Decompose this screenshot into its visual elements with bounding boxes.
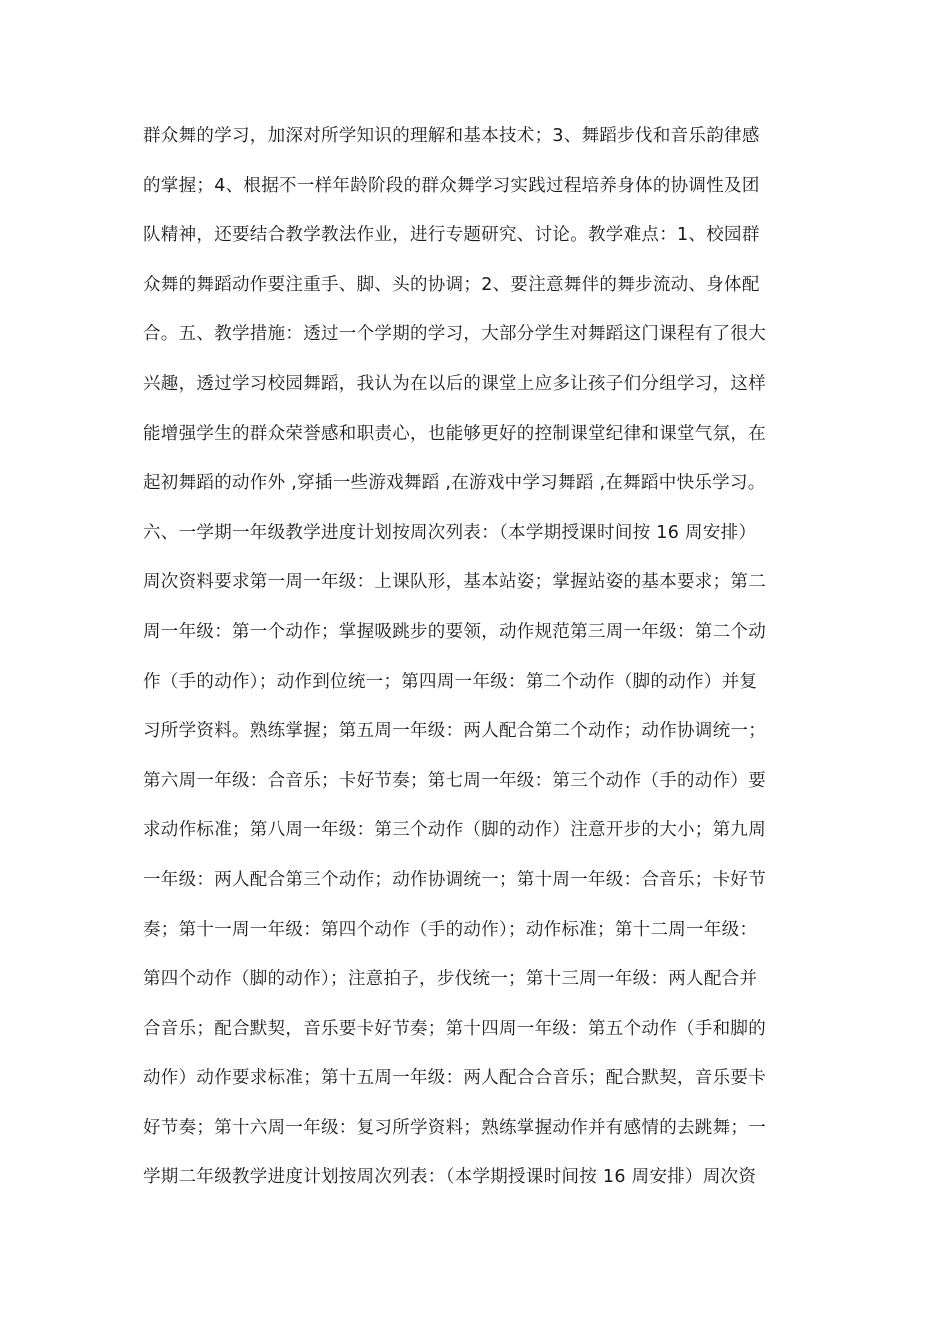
text-line-18: 第四个动作（脚的动作）；注意拍子，步伐统一；第十三周一年级：两人配合并	[143, 969, 758, 990]
text-line-12: 作（手的动作）；动作到位统一；第四周一年级：第二个动作（脚的动作）并复	[143, 671, 758, 692]
text-line-1: 群众舞的学习，加深对所学知识的理解和基本技术；3、舞蹈步伐和音乐韵律感	[143, 126, 760, 146]
text-line-16: 一年级：两人配合第三个动作；动作协调统一；第十周一年级：合音乐；卡好节	[143, 869, 766, 890]
text-line-10: 周次资料要求第一周一年级：上课队形，基本站姿；掌握站姿的基本要求；第二	[143, 572, 766, 593]
text-line-4: 众舞的舞蹈动作要注重手、脚、头的协调；2、要注意舞伴的舞步流动、身体配	[143, 274, 760, 295]
text-line-8: 起初舞蹈的动作外 ,穿插一些游戏舞蹈 ,在游戏中学习舞蹈 ,在舞蹈中快乐学习。	[143, 473, 766, 494]
text-line-6: 兴趣，透过学习校园舞蹈，我认为在以后的课堂上应多让孩子们分组学习，这样	[143, 373, 766, 394]
text-line-17: 奏；第十一周一年级：第四个动作（手的动作）；动作标准；第十二周一年级：	[143, 919, 758, 940]
text-line-20: 动作）动作要求标准；第十五周一年级：两人配合合音乐；配合默契，音乐要卡	[143, 1068, 766, 1089]
text-line-14: 第六周一年级：合音乐；卡好节奏；第七周一年级：第三个动作（手的动作）要	[143, 770, 766, 791]
text-line-9: 六、一学期一年级教学进度计划按周次列表：（本学期授课时间按 16 周安排）	[143, 522, 757, 543]
text-line-3: 队精神，还要结合教学教法作业，进行专题研究、讨论。教学难点：1、校园群	[143, 225, 760, 246]
text-line-2: 的掌握；4、根据不一样年龄阶段的群众舞学习实践过程培养身体的协调性及团	[143, 175, 760, 196]
text-line-19: 合音乐；配合默契，音乐要卡好节奏；第十四周一年级：第五个动作（手和脚的	[143, 1018, 766, 1039]
text-line-11: 周一年级：第一个动作；掌握吸跳步的要领，动作规范第三周一年级：第二个动	[143, 621, 766, 642]
text-line-21: 好节奏；第十六周一年级：复习所学资料；熟练掌握动作并有感情的去跳舞；一	[143, 1117, 766, 1138]
text-line-13: 习所学资料。熟练掌握；第五周一年级：两人配合第二个动作；动作协调统一；	[143, 721, 766, 742]
text-line-5: 合。五、教学措施：透过一个学期的学习，大部分学生对舞蹈这门课程有了很大	[143, 324, 766, 345]
text-line-15: 求动作标准；第八周一年级：第三个动作（脚的动作）注意开步的大小；第九周	[143, 820, 766, 841]
text-line-7: 能增强学生的群众荣誉感和职责心，也能够更好的控制课堂纪律和课堂气氛，在	[143, 423, 766, 444]
body-text	[143, 112, 823, 1203]
text-line-22: 学期二年级教学进度计划按周次列表：（本学期授课时间按 16 周安排）周次资	[143, 1167, 757, 1188]
